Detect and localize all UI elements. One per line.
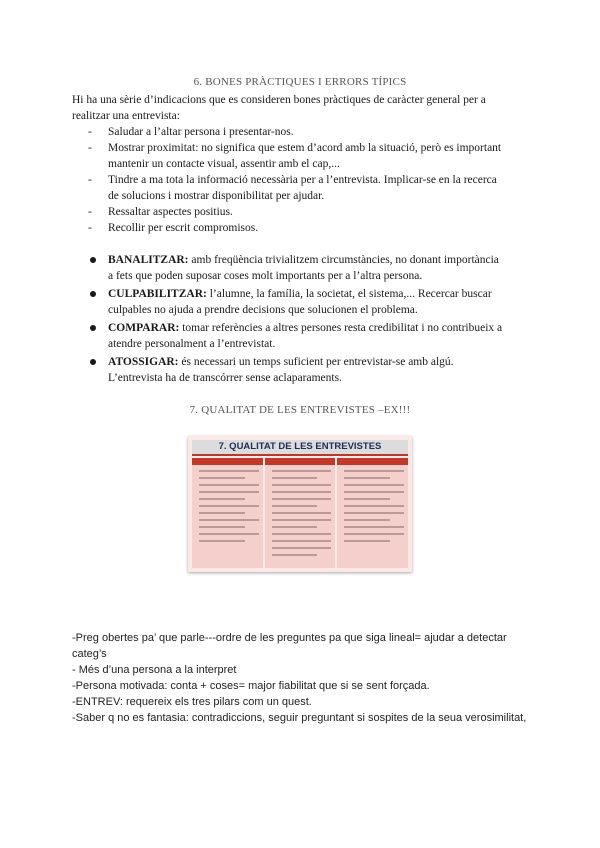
section-6-heading: 6. BONES PRÀCTIQUES I ERRORS TÍPICS — [193, 76, 407, 88]
dash-marker: - — [88, 206, 92, 218]
list-item — [88, 320, 528, 352]
list-item — [88, 140, 528, 172]
dash-marker: - — [88, 126, 92, 138]
section-7-heading: 7. QUALITAT DE LES ENTREVISTES –EX!!! — [189, 404, 411, 416]
list-item — [88, 286, 528, 318]
note-line: -Preg obertes pa’ que parle---ordre de les preguntes pa que siga lineal= ajudar a detectar — [72, 632, 507, 644]
error-text: a fets que poden suposar coses molt importants per a l’altra persona. — [108, 270, 423, 282]
dash-marker: - — [88, 142, 92, 154]
item-text: Ressaltar aspectes positius. — [108, 206, 233, 218]
error-text: és necessari un temps suficient per entrevistar-se amb algú. — [178, 356, 454, 368]
note-line: -ENTREV: requereix els tres pilars com un quest. — [72, 696, 312, 708]
slide-column — [192, 458, 263, 568]
list-item — [88, 204, 528, 220]
error-text: l’alumne, la família, la societat, el sistema,... Recercar buscar — [206, 288, 492, 300]
error-text: L’entrevista ha de transcórrer sense aclaparaments. — [108, 372, 342, 384]
slide-column-header — [192, 458, 263, 465]
list-item — [88, 354, 528, 386]
handwritten-notes — [72, 630, 532, 726]
item-text: Saludar a l’altar persona i presentar-nos. — [108, 126, 294, 138]
list-item — [88, 252, 528, 284]
error-term: COMPARAR: — [108, 322, 180, 334]
good-practices-list — [88, 124, 528, 236]
slide-column — [337, 458, 408, 568]
note-line: - Més d’una persona a la interpret — [72, 664, 237, 676]
list-item — [88, 124, 528, 140]
item-text: Mostrar proximitat: no significa que estem d’acord amb la situació, però es important — [108, 142, 502, 154]
intro-paragraph — [72, 92, 528, 124]
bullet-icon — [90, 257, 96, 263]
item-text: Tindre a ma tota la informació necessària per a l’entrevista. Implicar-se en la recerca — [108, 174, 497, 186]
error-text: culpables no ajuda a prendre decisions que solucionen el problema. — [108, 304, 418, 316]
bullet-icon — [90, 291, 96, 297]
slide-column — [265, 458, 336, 568]
slide-column-header — [337, 458, 408, 465]
error-text: tomar referències a altres persones resta credibilitat i no contribueix a — [179, 322, 503, 334]
slide-column-header — [265, 458, 336, 465]
note-line: -Saber q no es fantasia: contradiccions, seguir preguntant si sospites de la seua verosimilitat, — [72, 712, 527, 724]
dash-marker: - — [88, 174, 92, 186]
error-term: ATOSSIGAR: — [108, 356, 179, 368]
error-term: BANALITZAR: — [108, 254, 189, 266]
note-line: categ’s — [72, 648, 107, 660]
bullet-icon — [90, 325, 96, 331]
item-text: mantenir un contacte visual, assentir amb el cap,... — [108, 158, 340, 170]
intro-line-2: realitzar una entrevista: — [72, 110, 180, 122]
intro-line-1: Hi ha una sèrie d’indicacions que es consideren bones pràctiques de caràcter general per a — [72, 94, 486, 106]
item-text: Recollir per escrit compromisos. — [108, 222, 259, 234]
error-text: atendre personalment a l’entrevistat. — [108, 338, 276, 350]
dash-marker: - — [88, 222, 92, 234]
note-line: -Persona motivada: conta + coses= major fiabilitat que si se sent forçada. — [72, 680, 430, 692]
error-term: CULPABILITZAR: — [108, 288, 207, 300]
slide-title: 7. QUALITAT DE LES ENTREVISTES — [192, 440, 408, 456]
error-text: amb freqüència trivialitzem circumstàncies, no donant importància — [188, 254, 499, 266]
slide-image — [188, 436, 412, 572]
list-item — [88, 172, 528, 204]
slide-table — [192, 458, 408, 568]
typical-errors-list — [88, 252, 528, 388]
list-item — [88, 220, 528, 236]
item-text: de solucions i mostrar disponibilitat per ajudar. — [108, 190, 325, 202]
bullet-icon — [90, 359, 96, 365]
